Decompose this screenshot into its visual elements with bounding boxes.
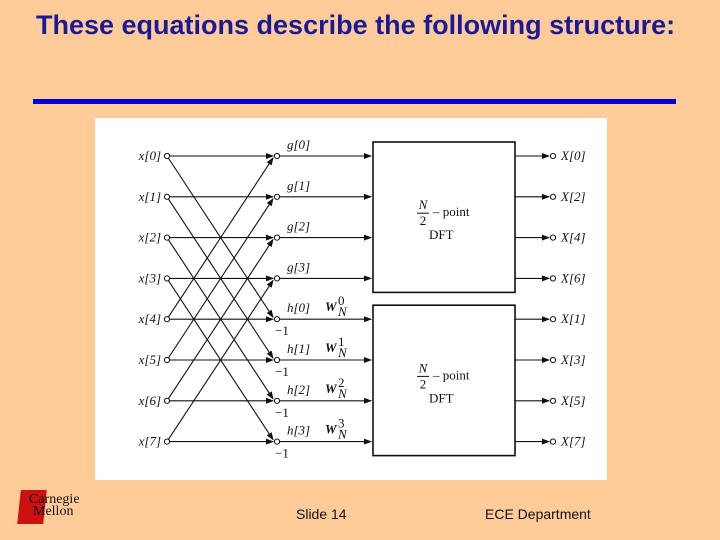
fft-butterfly-diagram bbox=[95, 118, 607, 480]
minus-one-label: −1 bbox=[275, 404, 289, 420]
twiddle-subscript: N bbox=[338, 385, 347, 401]
input-label: x[2] bbox=[138, 229, 161, 245]
input-node bbox=[164, 153, 169, 158]
minus-one-label: −1 bbox=[275, 445, 289, 461]
input-label: x[7] bbox=[138, 433, 161, 449]
butterfly-node bbox=[274, 357, 279, 362]
logo-text-line1: Carnegie bbox=[29, 492, 80, 507]
input-label: x[3] bbox=[138, 270, 161, 286]
cross-branch bbox=[167, 280, 273, 441]
twiddle-factor: W bbox=[325, 340, 337, 355]
output-node bbox=[550, 276, 555, 281]
cross-branch bbox=[167, 238, 273, 399]
butterfly-node bbox=[274, 153, 279, 158]
slide-number: Slide 14 bbox=[296, 506, 347, 522]
output-node bbox=[550, 194, 555, 199]
minus-one-label: −1 bbox=[275, 323, 289, 339]
butterfly-node bbox=[274, 317, 279, 322]
cross-branch bbox=[167, 197, 273, 358]
cross-branch bbox=[167, 278, 273, 439]
h-node-label: h[3] bbox=[287, 422, 311, 438]
cross-branch bbox=[167, 240, 273, 401]
twiddle-exponent: 2 bbox=[338, 374, 345, 390]
dft-frac-num: N bbox=[418, 360, 428, 376]
dft-name-label: DFT bbox=[429, 390, 454, 406]
dft-frac-den: 2 bbox=[419, 213, 427, 229]
twiddle-factor: W bbox=[325, 380, 337, 396]
output-label: X[3] bbox=[561, 352, 586, 367]
twiddle-exponent: 1 bbox=[338, 334, 345, 349]
twiddle-subscript: N bbox=[338, 304, 347, 320]
g-node-label: g[0] bbox=[287, 137, 311, 152]
output-label: X[6] bbox=[561, 270, 586, 286]
carnegie-mellon-logo bbox=[15, 487, 105, 527]
input-node bbox=[164, 398, 169, 403]
input-label: x[6] bbox=[138, 392, 161, 408]
output-node bbox=[550, 317, 555, 322]
g-node-label: g[1] bbox=[287, 177, 311, 193]
twiddle-exponent: 3 bbox=[338, 415, 345, 431]
g-node-label: g[3] bbox=[287, 259, 311, 275]
butterfly-node bbox=[274, 439, 279, 444]
output-node bbox=[550, 398, 555, 403]
output-node bbox=[550, 235, 555, 240]
cross-branch bbox=[167, 199, 273, 360]
input-node bbox=[164, 439, 169, 444]
input-node bbox=[164, 235, 169, 240]
output-label: X[7] bbox=[561, 433, 586, 449]
output-label: X[2] bbox=[561, 188, 586, 204]
output-label: X[5] bbox=[561, 392, 586, 408]
title-divider bbox=[33, 99, 676, 104]
input-node bbox=[164, 317, 169, 322]
dft-frac-den: 2 bbox=[419, 376, 427, 392]
output-node bbox=[550, 439, 555, 444]
twiddle-factor: W bbox=[325, 421, 337, 437]
cross-branch bbox=[167, 158, 273, 319]
twiddle-exponent: 0 bbox=[338, 293, 345, 309]
butterfly-node bbox=[274, 276, 279, 281]
butterfly-node bbox=[274, 194, 279, 199]
output-node bbox=[550, 357, 555, 362]
input-node bbox=[164, 276, 169, 281]
twiddle-factor: W bbox=[325, 299, 337, 315]
fft-diagram-svg bbox=[95, 118, 607, 480]
twiddle-subscript: N bbox=[338, 426, 347, 442]
slide-title: These equations describe the following structure: bbox=[36, 10, 676, 40]
dft-point-label: – point bbox=[433, 204, 470, 220]
input-label: x[5] bbox=[138, 352, 161, 367]
logo-text-line2: Mellon bbox=[33, 504, 74, 519]
output-node bbox=[550, 153, 555, 158]
h-node-label: h[1] bbox=[287, 341, 311, 356]
output-label: X[0] bbox=[561, 148, 586, 163]
input-node bbox=[164, 194, 169, 199]
input-node bbox=[164, 357, 169, 362]
dft-name-label: DFT bbox=[429, 227, 454, 243]
dft-point-label: – point bbox=[433, 367, 470, 383]
department-label: ECE Department bbox=[485, 506, 591, 522]
output-label: X[4] bbox=[561, 229, 586, 245]
dft-frac-num: N bbox=[418, 197, 428, 213]
output-label: X[1] bbox=[561, 311, 586, 327]
input-label: x[1] bbox=[138, 188, 161, 204]
twiddle-subscript: N bbox=[338, 345, 347, 360]
g-node-label: g[2] bbox=[287, 218, 311, 234]
input-label: x[4] bbox=[138, 311, 161, 327]
butterfly-node bbox=[274, 398, 279, 403]
minus-one-label: −1 bbox=[275, 364, 289, 379]
h-node-label: h[2] bbox=[287, 381, 311, 397]
cross-branch bbox=[167, 156, 273, 317]
butterfly-node bbox=[274, 235, 279, 240]
h-node-label: h[0] bbox=[287, 300, 311, 316]
input-label: x[0] bbox=[138, 148, 161, 163]
